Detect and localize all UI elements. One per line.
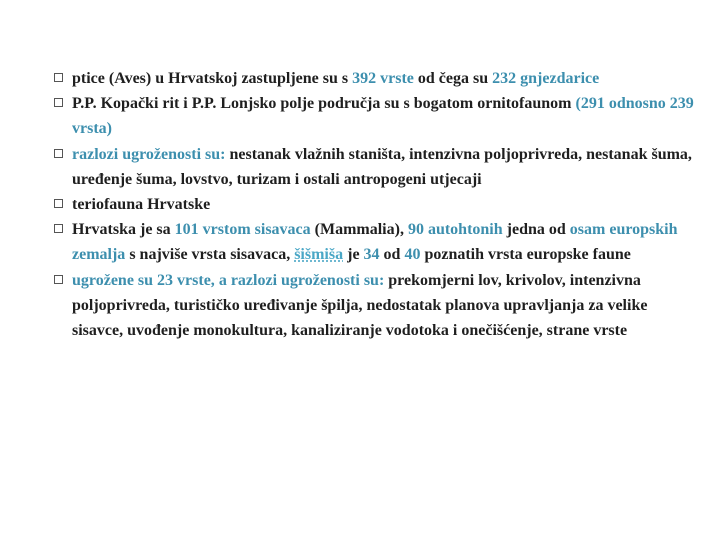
- bullet-text-segment: (Mammalia),: [310, 221, 408, 239]
- bullet-text-segment: šišmiša: [294, 246, 344, 264]
- bullet-item: [54, 66, 694, 91]
- bullet-box-icon: [54, 98, 63, 107]
- bullet-box-icon: [54, 275, 63, 284]
- bullet-text-segment: Hrvatska je sa: [72, 221, 175, 239]
- bullet-item: [54, 268, 694, 344]
- bullet-text-segment: P.P. Kopački rit i P.P. Lonjsko polje: [72, 95, 319, 113]
- bullet-text-segment: od čega su: [413, 70, 493, 87]
- bullet-text-segment: 101 vrstom sisavaca: [174, 221, 311, 239]
- bullet-text-segment: gnjezdarice: [516, 70, 600, 87]
- bullet-text-segment: s najviše vrsta sisavaca,: [125, 246, 295, 264]
- bullet-box-icon: [54, 224, 63, 233]
- bullet-text-segment: područja su s bogatom ornitofaunom: [318, 95, 576, 113]
- bullet-list: [54, 66, 694, 343]
- bullet-text-segment: osam europskih zemalja: [72, 221, 678, 264]
- bullet-item: [54, 192, 694, 217]
- bullet-text-segment: (291 odnosno 239 vrsta): [72, 95, 694, 138]
- bullet-text-segment: ptice: [72, 70, 109, 87]
- bullet-text-segment: nestanak vlažnih staništa, intenzivna poljoprivreda, nestanak šuma, uređenje šuma, lovstvo, turizam i ostali antropogeni utjecaji: [72, 145, 692, 188]
- bullet-text-segment: od: [379, 246, 405, 264]
- bullet-text-segment: 23 vrste,: [157, 271, 219, 289]
- bullet-text-segment: prekomjerni lov, krivolov, intenzivna poljoprivreda, turističko uređivanje špilja, nedostatak planova upravljanja za velike sisavce, uvođenje monokultura, kanaliziranje vodotoka i onečišćenje, strane vrste: [72, 271, 648, 340]
- bullet-text-segment: jedna od: [502, 221, 570, 239]
- bullet-box-icon: [54, 73, 63, 82]
- bullet-box-icon: [54, 149, 63, 158]
- bullet-text-segment: (Aves) u Hrvatskoj zastupljene su s: [108, 70, 353, 87]
- bullet-text-segment: 40: [404, 246, 421, 264]
- bullet-text-segment: 90 autohtonih: [407, 221, 503, 239]
- bullet-item: [54, 91, 694, 141]
- bullet-text-segment: 232: [492, 70, 517, 87]
- bullet-item: [54, 217, 694, 267]
- bullet-text-segment: a razlozi ugroženosti su:: [218, 271, 385, 289]
- bullet-text-segment: razlozi ugroženosti su:: [72, 145, 226, 163]
- bullet-text-segment: 392 vrste: [352, 70, 414, 87]
- bullet-text-segment: ugrožene su: [72, 271, 158, 289]
- bullet-box-icon: [54, 199, 63, 208]
- bullet-item: [54, 142, 694, 192]
- bullet-text-segment: poznatih vrsta europske faune: [420, 246, 631, 264]
- bullet-text-segment: teriofauna Hrvatske: [72, 196, 211, 214]
- bullet-text-segment: je: [343, 246, 364, 264]
- bullet-text-segment: 34: [363, 246, 380, 264]
